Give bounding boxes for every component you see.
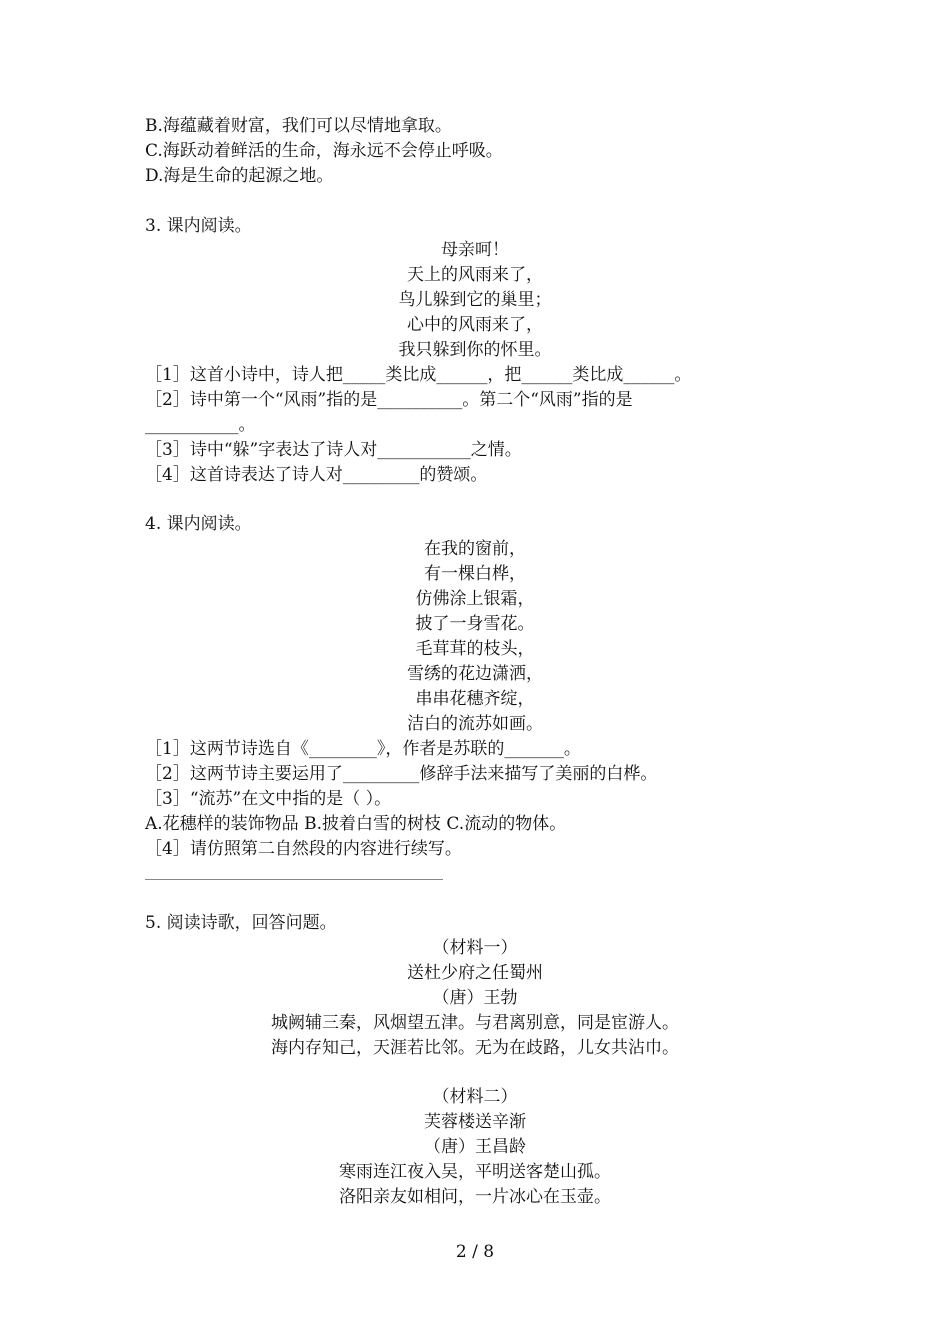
- q5-material-1-title: 送杜少府之任蜀州: [407, 963, 543, 983]
- q4-poem-line: 雪绣的花边潇洒，: [407, 664, 543, 684]
- q5-material-2-author: （唐）王昌龄: [424, 1137, 526, 1157]
- q3-subquestion-2: ［2］诗中第一个“风雨”指的是__________。第二个“风雨”指的是: [145, 390, 633, 410]
- q5-material-2-line: 洛阳亲友如相问，一片冰心在玉壶。: [339, 1187, 611, 1207]
- q4-poem-line: 毛茸茸的枝头，: [415, 639, 535, 659]
- q3-poem-line: 心中的风雨来了，: [407, 315, 543, 335]
- q2-option-d: D.海是生命的起源之地。: [145, 166, 334, 186]
- q2-option-c: C.海跃动着鲜活的生命，海永远不会停止呼吸。: [145, 141, 503, 161]
- q5-material-2-label: （材料二）: [432, 1087, 518, 1107]
- q3-poem-line: 鸟儿躲到它的巢里；: [398, 290, 552, 310]
- q3-subquestion-1: ［1］这首小诗中，诗人把_____类比成______，把______类比成______。: [145, 365, 692, 385]
- page-number: 2 / 8: [455, 1242, 495, 1262]
- q4-subquestion-2: ［2］这两节诗主要运用了_________修辞手法来描写了美丽的白桦。: [145, 764, 658, 784]
- q5-material-1-label: （材料一）: [432, 938, 518, 958]
- q4-heading: 4. 课内阅读。: [145, 514, 252, 534]
- q4-options: A.花穗样的装饰物品 B.披着白雪的树枝 C.流动的物体。: [145, 814, 567, 834]
- q4-poem-line: 洁白的流苏如画。: [407, 714, 543, 734]
- q4-subquestion-1: ［1］这两节诗选自《________》，作者是苏联的_______。: [145, 739, 581, 759]
- q4-poem-line: 有一棵白桦，: [424, 564, 526, 584]
- q3-subquestion-3: ［3］诗中“躲”字表达了诗人对___________之情。: [145, 440, 522, 460]
- q5-material-2-title: 芙蓉楼送辛渐: [424, 1112, 526, 1132]
- q2-option-b: B.海蕴藏着财富，我们可以尽情地拿取。: [145, 116, 452, 136]
- q3-poem-line: 我只躲到你的怀里。: [398, 340, 552, 360]
- q3-poem-line: 天上的风雨来了，: [407, 265, 543, 285]
- q4-poem-line: 披了一身雪花。: [415, 614, 535, 634]
- q3-heading: 3. 课内阅读。: [145, 216, 252, 236]
- q3-subquestion-4: ［4］这首诗表达了诗人对_________的赞颂。: [145, 465, 488, 485]
- q5-material-2-line: 寒雨连江夜入吴，平明送客楚山孤。: [339, 1162, 611, 1182]
- q5-material-1-author: （唐）王勃: [432, 988, 518, 1008]
- q4-subquestion-3: ［3］“流苏”在文中指的是（ ）。: [145, 789, 392, 809]
- q5-material-1-line: 城阙辅三秦，风烟望五津。与君离别意，同是宦游人。: [271, 1013, 679, 1033]
- q4-poem-line: 串串花穗齐绽，: [415, 689, 535, 709]
- q4-poem-line: 在我的窗前，: [424, 539, 526, 559]
- q3-subquestion-2-cont: ___________。: [145, 415, 256, 435]
- q4-poem-line: 仿佛涂上银霜，: [415, 589, 535, 609]
- q5-material-1-line: 海内存知己，天涯若比邻。无为在歧路，儿女共沾巾。: [271, 1038, 679, 1058]
- answer-line: [145, 879, 443, 880]
- q4-subquestion-4: ［4］请仿照第二自然段的内容进行续写。: [145, 839, 462, 859]
- q3-poem-line: 母亲呵！: [441, 240, 509, 260]
- q5-heading: 5. 阅读诗歌，回答问题。: [145, 913, 337, 933]
